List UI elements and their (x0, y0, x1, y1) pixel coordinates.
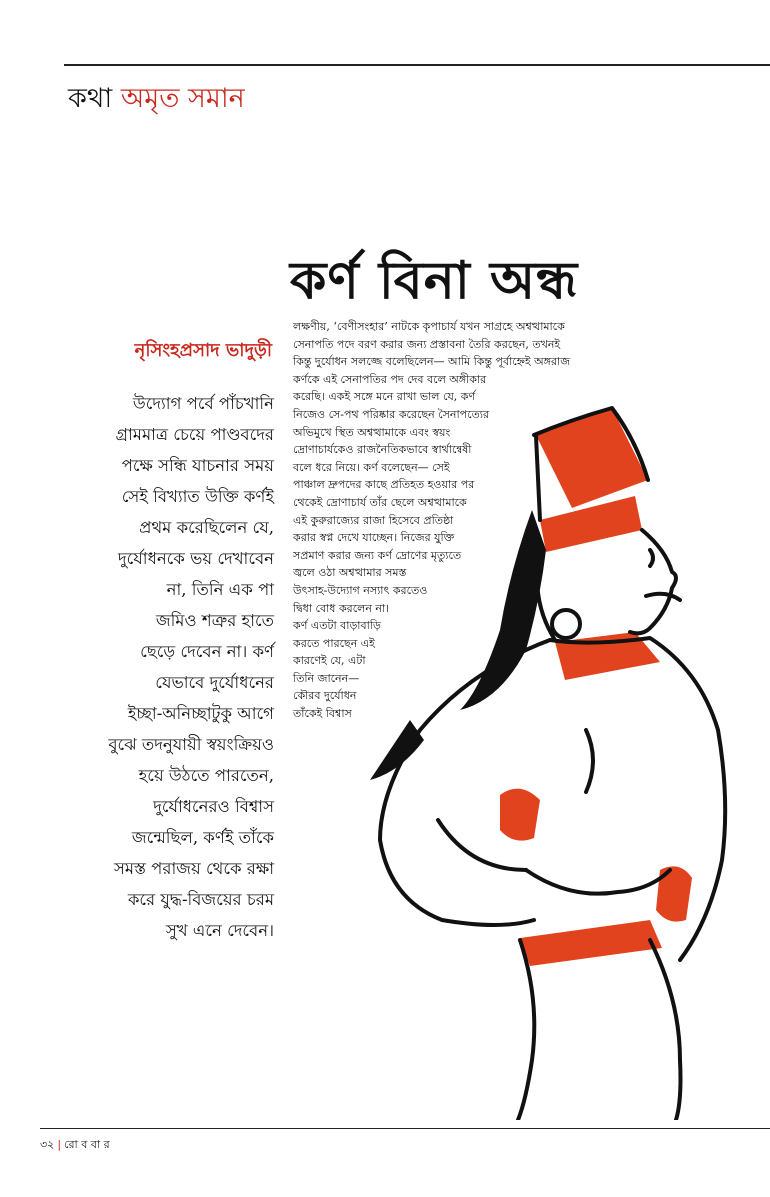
body-line: দ্রোণাচার্যকেও রাজনৈতিকভাবে স্বার্থান্বেষী (293, 443, 472, 457)
page-number: ৩২ (40, 1138, 55, 1151)
body-line: কারণেই যে, এটা (293, 654, 366, 668)
top-rule (64, 64, 770, 66)
body-line: কর্ণকে এই সেনাপতির পদ দেব বলে অঙ্গীকার (293, 372, 487, 386)
body-line: কিন্তু দুর্যোধন সলজ্জে বলেছিলেন— আমি কিন্তু পূর্বাহ্নেই অঙ্গরাজ (293, 355, 571, 369)
section-heading (68, 78, 245, 123)
body-line: দ্বিধা বোধ করলেন না। (293, 601, 390, 615)
body-line: সপ্রমাণ করার জন্য কর্ণ দ্রোণের মৃত্যুতে (293, 548, 462, 562)
article-title: কর্ণ বিনা অন্ধ (290, 250, 579, 311)
body-line: তিনি জানেন— (293, 671, 360, 685)
body-line: নিজেও সে-পথ পরিষ্কার করেছেন সৈনাপত্যের (293, 407, 490, 421)
page-footer (40, 1136, 110, 1155)
body-line: লক্ষণীয়, ‘বেণীসংহার’ নাটকে কৃপাচার্য যখন সাগ্রহে অশ্বত্থামাকে (293, 320, 565, 333)
magazine-name: রো ব বা র (64, 1138, 110, 1151)
intro-line: জন্মেছিল, কর্ণই তাঁকে (131, 828, 274, 847)
body-line: করেছি। একই সঙ্গে মনে রাখা ভাল যে, কর্ণ (293, 390, 476, 404)
body-line: কৌরব দুর্যোধন (293, 689, 357, 703)
body-line: বলে ধরে নিয়ে। কর্ণ বলেছেন— সেই (293, 460, 450, 474)
intro-line: হয়ে উঠতে পারতেন, (138, 766, 274, 785)
body-line: কর্ণ এতটা বাড়াবাড়ি (293, 619, 381, 633)
body-line: সেনাপতি পদে বরণ করার জন্য প্রস্তাবনা তৈরি করছেন, তখনই (293, 337, 561, 351)
intro-line: গ্রামমাত্র চেয়ে পাণ্ডবদের (115, 425, 274, 444)
intro-line: দুর্যোধনেরও বিশ্বাস (153, 797, 274, 816)
intro-line: জমিও শত্রুর হাতে (155, 611, 274, 630)
intro-line: পক্ষে সন্ধি যাচনার সময় (121, 456, 274, 475)
body-line: তাঁকেই বিশ্বাস (293, 707, 352, 721)
body-line: উৎসাহ-উদ্যোগ নস্যাৎ করতেও (293, 583, 428, 597)
body-line: করতে পারছেন এই (293, 636, 375, 650)
intro-line: দুর্যোধনকে ভয় দেখাবেন (117, 549, 274, 568)
intro-line: যেভাবে দুর্যোধনের (155, 673, 274, 692)
intro-line: সেই বিখ্যাত উক্তি কর্ণই (121, 487, 274, 506)
body-line: এই কুরুরাজ্যের রাজা হিসেবে প্রতিষ্ঠা (293, 513, 454, 527)
intro-paragraph (80, 388, 274, 946)
body-line: করার স্বপ্ন দেখে যাচ্ছেন। নিজের যুক্তি (293, 531, 455, 545)
intro-line: ছেড়ে দেবেন না। কর্ণ (140, 642, 274, 661)
intro-line: করে যুদ্ধ-বিজয়ের চরম (127, 890, 274, 909)
intro-line: সুখ এনে দেবেন। (165, 921, 274, 940)
bottom-rule (40, 1128, 770, 1129)
section-accent: অমৃত সমান (120, 83, 245, 114)
body-paragraph (293, 318, 570, 723)
intro-line: সমস্ত পরাজয় থেকে রক্ষা (114, 859, 274, 878)
body-line: থেকেই দ্রোণাচার্য তাঁর ছেলে অশ্বত্থামাকে (293, 495, 467, 509)
intro-line: উদ্যোগ পর্বে পাঁচখানি (132, 394, 274, 413)
section-prefix: কথা (68, 83, 113, 114)
intro-line: প্রথম করেছিলেন যে, (139, 518, 274, 537)
body-line: জ্বলে ওঠা অশ্বত্থামার সমস্ত (293, 566, 407, 580)
footer-separator: | (57, 1138, 62, 1151)
body-line: অভিমুখে স্থিত অশ্বত্থামাকে এবং স্বয়ং (293, 425, 451, 439)
body-line: পাঞ্চাল দ্রুপদের কাছে প্রতিহত হওয়ার পর (293, 478, 475, 492)
author-name: নৃসিংহপ্রসাদ ভাদুড়ী (134, 340, 272, 361)
intro-line: ইচ্ছা-অনিচ্ছাটুকু আগে (127, 704, 274, 723)
intro-line: না, তিনি এক পা (166, 580, 274, 599)
intro-line: বুঝে তদনুযায়ী স্বয়ংক্রিয়ও (108, 735, 274, 754)
